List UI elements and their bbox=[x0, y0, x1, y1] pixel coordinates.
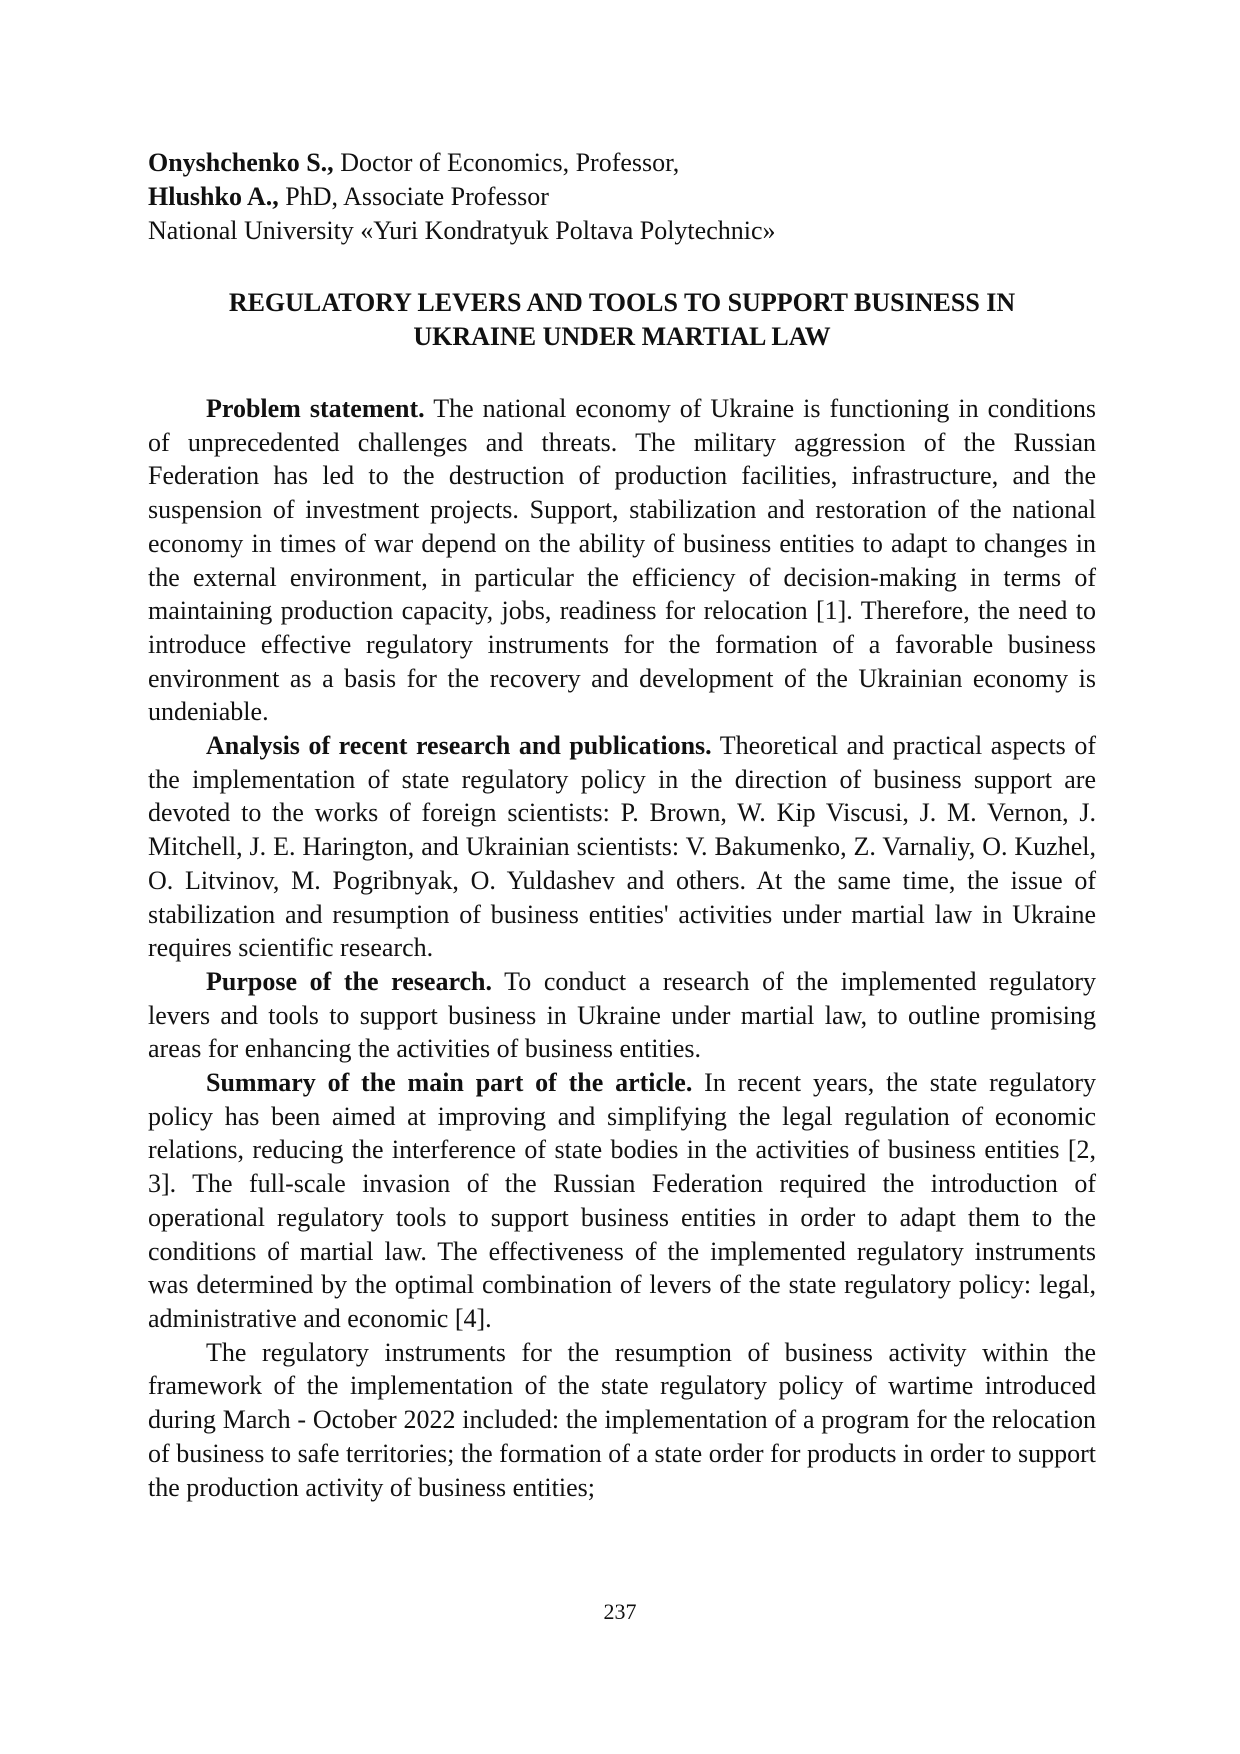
section-heading: Problem statement. bbox=[206, 394, 425, 423]
section-heading: Purpose of the research. bbox=[206, 966, 493, 996]
paragraph-purpose bbox=[148, 965, 1096, 1066]
paragraph-analysis bbox=[148, 729, 1096, 965]
author-name-1: Onyshchenko S., bbox=[148, 148, 334, 177]
section-text: Theoretical and practical aspects of the implementation of state regulatory policy in the direction of business support are devoted to the works of foreign scientists: P. Brown, W. Kip Viscusi, J. M. Vernon, J. Mitchell, J. E. Harington, and Ukrainian scientists: V. Bakumenko, Z. Varnaliy, O. Kuzhel, O. Litvinov, M. Pogribnyak, O. Yuldashev and others. At the same time, the issue of stabilization and resumption of business entities' activities under martial law in Ukraine requires scientific research. bbox=[148, 731, 1096, 963]
title-line-2: UKRAINE UNDER MARTIAL LAW bbox=[413, 322, 831, 351]
article-body bbox=[148, 392, 1096, 1504]
section-heading: Analysis of recent research and publications. bbox=[206, 731, 712, 761]
section-text: The national economy of Ukraine is functioning in conditions of unprecedented challenges and threats. The military aggression of the Russian Federation has led to the destruction of production facilities, infrastructure, and the suspension of investment projects. Support, stabilization and restoration of the national economy in times of war depend on the ability of business entities to adapt to changes in the external environment, in particular the efficiency of decision-making in terms of maintaining production capacity, jobs, readiness for relocation [1]. Therefore, the need to introduce effective regulatory instruments for the formation of a favorable business environment as a basis for the recovery and development of the Ukrainian economy is undeniable. bbox=[148, 394, 1097, 727]
author-block bbox=[148, 146, 1096, 248]
paragraph-summary bbox=[148, 1066, 1096, 1336]
paragraph-regulatory-instruments bbox=[148, 1336, 1096, 1505]
section-text: In recent years, the state regulatory policy has been aimed at improving and simplifying the legal regulation of economic relations, reducing the interference of state bodies in the activities of business entities [2, 3]. The full-scale invasion of the Russian Federation required the introduction of operational regulatory tools to support business entities in order to adapt them to the conditions of martial law. The effectiveness of the implemented regulatory instruments was determined by the optimal combination of levers of the state regulatory policy: legal, administrative and economic [4]. bbox=[148, 1068, 1096, 1333]
paragraph-problem-statement bbox=[148, 392, 1096, 729]
section-text: To conduct a research of the implemented regulatory levers and tools to support business in Ukraine under martial law, to outline promising areas for enhancing the activities of business entities. bbox=[148, 966, 1096, 1064]
author-details-1: Doctor of Economics, Professor, bbox=[333, 148, 680, 177]
article-title bbox=[148, 286, 1096, 354]
article-page bbox=[148, 146, 1096, 1504]
section-text: The regulatory instruments for the resumption of business activity within the framework of the implementation of the state regulatory policy of wartime introduced during March - October 2022 included: the implementation of a program for the relocation of business to safe territories; the formation of a state order for products in order to support the production activity of business entities; bbox=[148, 1337, 1096, 1502]
author-name-2: Hlushko A., bbox=[148, 182, 279, 211]
page-number: 237 bbox=[603, 1599, 637, 1624]
section-heading: Summary of the main part of the article. bbox=[206, 1068, 693, 1098]
author-line-1 bbox=[148, 146, 1096, 180]
title-line-1: REGULATORY LEVERS AND TOOLS TO SUPPORT BUSINESS IN bbox=[228, 288, 1016, 317]
affiliation: National University «Yuri Kondratyuk Poltava Polytechnic» bbox=[148, 216, 776, 245]
author-line-2 bbox=[148, 180, 1096, 214]
author-details-2: PhD, Associate Professor bbox=[278, 182, 549, 211]
